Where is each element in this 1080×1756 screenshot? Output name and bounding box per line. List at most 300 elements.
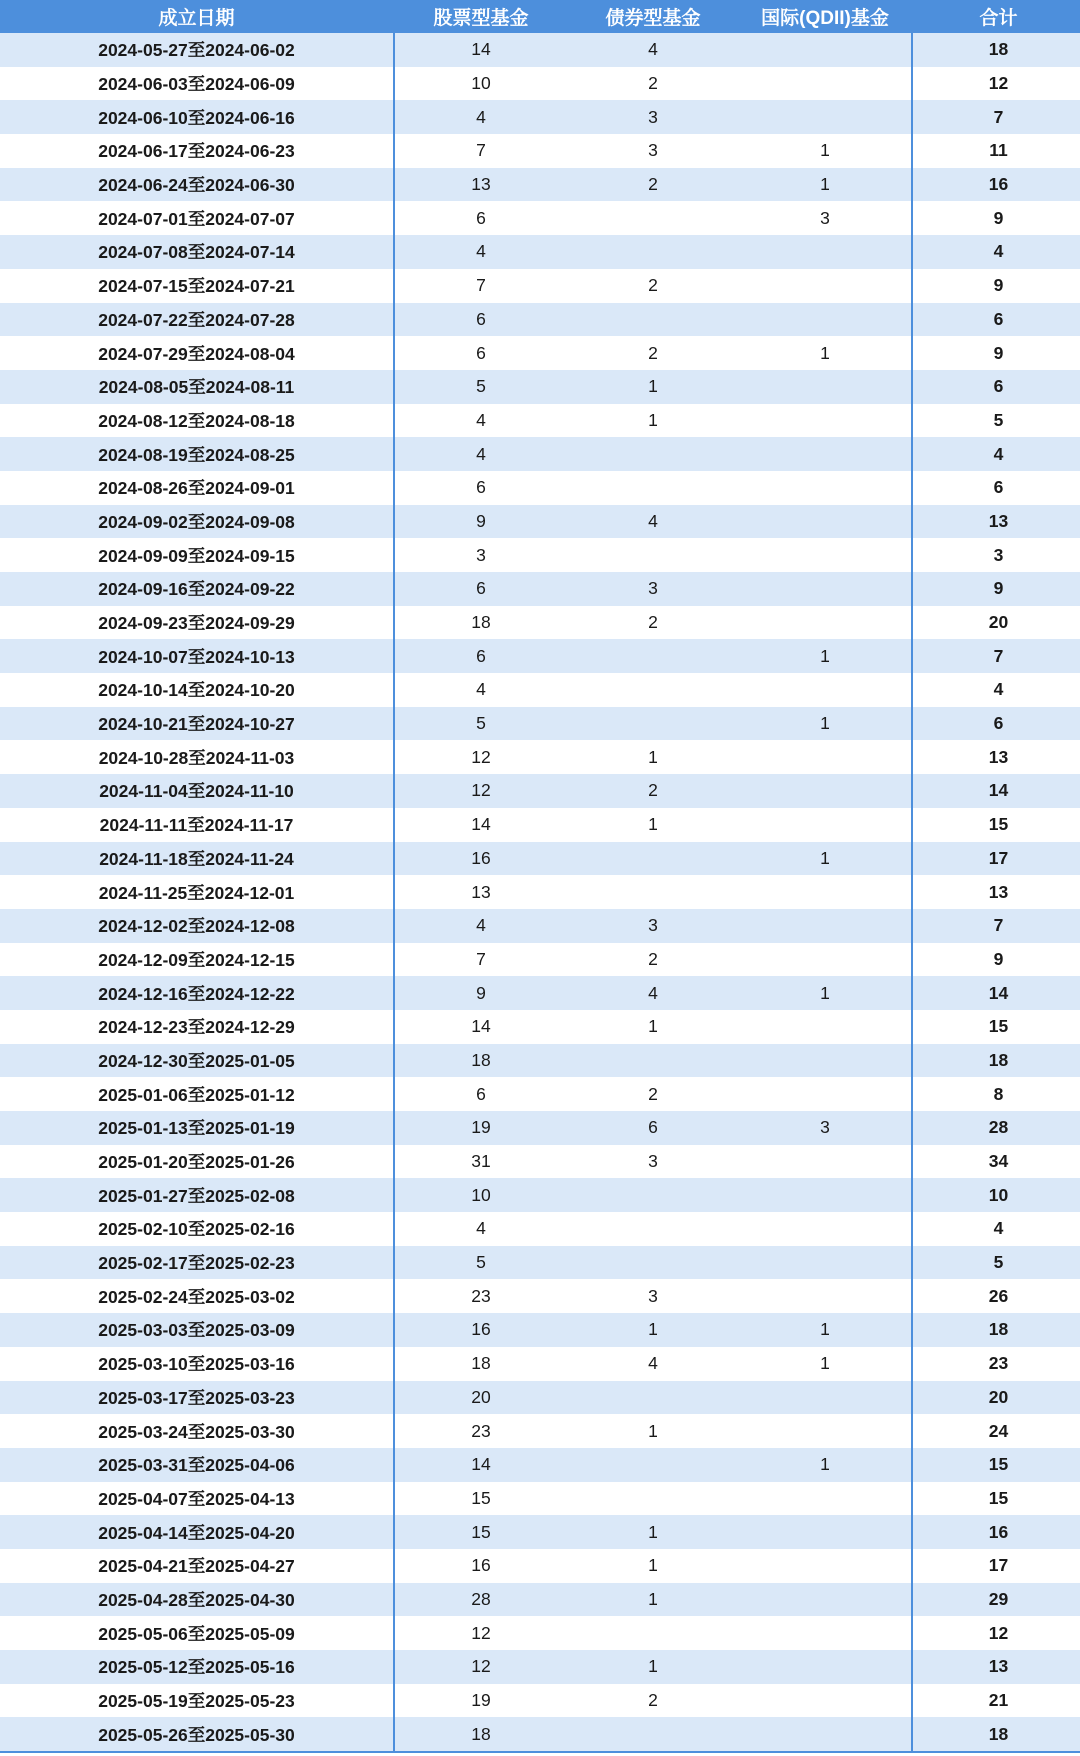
- table-header: [0, 0, 1080, 33]
- cell-total: 6: [912, 471, 1080, 505]
- cell-stock-fund: 4: [394, 909, 567, 943]
- table-row: [0, 1684, 1080, 1718]
- cell-total: 17: [912, 842, 1080, 876]
- table-row: [0, 1145, 1080, 1179]
- cell-bond-fund: 1: [567, 1549, 739, 1583]
- cell-stock-fund: 5: [394, 370, 567, 404]
- table-row: [0, 1347, 1080, 1381]
- table-row: [0, 1010, 1080, 1044]
- cell-date: 2025-04-28至2025-04-30: [0, 1583, 394, 1617]
- cell-total: 3: [912, 538, 1080, 572]
- cell-stock-fund: 14: [394, 1448, 567, 1482]
- table-row: [0, 808, 1080, 842]
- cell-bond-fund: 3: [567, 572, 739, 606]
- cell-total: 28: [912, 1111, 1080, 1145]
- table-row: [0, 707, 1080, 741]
- cell-total: 12: [912, 1616, 1080, 1650]
- cell-bond-fund: 3: [567, 134, 739, 168]
- cell-stock-fund: 4: [394, 1212, 567, 1246]
- cell-stock-fund: 9: [394, 976, 567, 1010]
- cell-bond-fund: 1: [567, 404, 739, 438]
- table-row: [0, 572, 1080, 606]
- cell-qdii-fund: [739, 1482, 912, 1516]
- cell-stock-fund: 14: [394, 1010, 567, 1044]
- cell-qdii-fund: [739, 1381, 912, 1415]
- cell-date: 2024-06-24至2024-06-30: [0, 168, 394, 202]
- cell-qdii-fund: [739, 235, 912, 269]
- cell-bond-fund: 2: [567, 606, 739, 640]
- table-row: [0, 1279, 1080, 1313]
- cell-total: 15: [912, 1482, 1080, 1516]
- cell-stock-fund: 23: [394, 1414, 567, 1448]
- cell-total: 5: [912, 1246, 1080, 1280]
- cell-stock-fund: 19: [394, 1684, 567, 1718]
- cell-total: 4: [912, 1212, 1080, 1246]
- cell-total: 7: [912, 100, 1080, 134]
- cell-stock-fund: 28: [394, 1583, 567, 1617]
- cell-total: 24: [912, 1414, 1080, 1448]
- cell-date: 2025-02-10至2025-02-16: [0, 1212, 394, 1246]
- cell-date: 2024-12-09至2024-12-15: [0, 943, 394, 977]
- table-row: [0, 1717, 1080, 1752]
- table-row: [0, 1414, 1080, 1448]
- cell-date: 2024-06-03至2024-06-09: [0, 67, 394, 101]
- cell-stock-fund: 31: [394, 1145, 567, 1179]
- cell-date: 2024-08-05至2024-08-11: [0, 370, 394, 404]
- cell-total: 8: [912, 1077, 1080, 1111]
- cell-stock-fund: 6: [394, 201, 567, 235]
- cell-qdii-fund: 1: [739, 707, 912, 741]
- cell-stock-fund: 7: [394, 134, 567, 168]
- cell-stock-fund: 16: [394, 1549, 567, 1583]
- table-row: [0, 943, 1080, 977]
- cell-bond-fund: [567, 235, 739, 269]
- cell-qdii-fund: [739, 505, 912, 539]
- cell-date: 2025-01-27至2025-02-08: [0, 1178, 394, 1212]
- cell-qdii-fund: 1: [739, 1448, 912, 1482]
- cell-date: 2025-02-17至2025-02-23: [0, 1246, 394, 1280]
- cell-bond-fund: 2: [567, 67, 739, 101]
- cell-date: 2024-10-21至2024-10-27: [0, 707, 394, 741]
- table-row: [0, 404, 1080, 438]
- cell-qdii-fund: [739, 1650, 912, 1684]
- cell-stock-fund: 15: [394, 1482, 567, 1516]
- cell-bond-fund: 1: [567, 1414, 739, 1448]
- cell-qdii-fund: [739, 808, 912, 842]
- cell-stock-fund: 12: [394, 1616, 567, 1650]
- cell-date: 2024-10-28至2024-11-03: [0, 740, 394, 774]
- cell-stock-fund: 12: [394, 740, 567, 774]
- cell-date: 2024-08-26至2024-09-01: [0, 471, 394, 505]
- cell-stock-fund: 5: [394, 707, 567, 741]
- cell-date: 2024-08-19至2024-08-25: [0, 437, 394, 471]
- cell-date: 2024-05-27至2024-06-02: [0, 33, 394, 67]
- cell-bond-fund: [567, 842, 739, 876]
- cell-qdii-fund: [739, 1549, 912, 1583]
- cell-total: 14: [912, 976, 1080, 1010]
- cell-qdii-fund: [739, 875, 912, 909]
- table-row: [0, 437, 1080, 471]
- cell-date: 2024-11-04至2024-11-10: [0, 774, 394, 808]
- table-row: [0, 1212, 1080, 1246]
- table-row: [0, 909, 1080, 943]
- cell-qdii-fund: [739, 1515, 912, 1549]
- cell-qdii-fund: [739, 1583, 912, 1617]
- cell-bond-fund: [567, 639, 739, 673]
- cell-total: 9: [912, 269, 1080, 303]
- table-row: [0, 1044, 1080, 1078]
- cell-total: 16: [912, 168, 1080, 202]
- cell-stock-fund: 4: [394, 235, 567, 269]
- cell-stock-fund: 4: [394, 673, 567, 707]
- table-row: [0, 505, 1080, 539]
- cell-date: 2024-06-17至2024-06-23: [0, 134, 394, 168]
- cell-stock-fund: 4: [394, 437, 567, 471]
- cell-bond-fund: 6: [567, 1111, 739, 1145]
- table-row: [0, 201, 1080, 235]
- table-row: [0, 1246, 1080, 1280]
- cell-bond-fund: [567, 538, 739, 572]
- cell-date: 2024-10-14至2024-10-20: [0, 673, 394, 707]
- cell-total: 20: [912, 606, 1080, 640]
- cell-total: 9: [912, 336, 1080, 370]
- cell-total: 4: [912, 235, 1080, 269]
- table-row: [0, 134, 1080, 168]
- cell-qdii-fund: [739, 1717, 912, 1752]
- cell-bond-fund: [567, 875, 739, 909]
- cell-bond-fund: 1: [567, 370, 739, 404]
- header-total: 合计: [912, 0, 1080, 33]
- cell-bond-fund: [567, 1212, 739, 1246]
- cell-stock-fund: 7: [394, 943, 567, 977]
- cell-bond-fund: [567, 201, 739, 235]
- cell-stock-fund: 18: [394, 1347, 567, 1381]
- cell-stock-fund: 18: [394, 1044, 567, 1078]
- table-row: [0, 370, 1080, 404]
- cell-qdii-fund: [739, 740, 912, 774]
- cell-bond-fund: [567, 1448, 739, 1482]
- cell-date: 2025-01-20至2025-01-26: [0, 1145, 394, 1179]
- cell-bond-fund: 2: [567, 774, 739, 808]
- cell-date: 2024-07-29至2024-08-04: [0, 336, 394, 370]
- cell-bond-fund: 4: [567, 1347, 739, 1381]
- cell-stock-fund: 7: [394, 269, 567, 303]
- cell-stock-fund: 14: [394, 33, 567, 67]
- cell-date: 2024-09-23至2024-09-29: [0, 606, 394, 640]
- table-row: [0, 1515, 1080, 1549]
- cell-bond-fund: 1: [567, 740, 739, 774]
- header-qdii-fund: 国际(QDII)基金: [739, 0, 912, 33]
- cell-qdii-fund: [739, 404, 912, 438]
- cell-total: 13: [912, 875, 1080, 909]
- cell-total: 18: [912, 1717, 1080, 1752]
- cell-qdii-fund: 3: [739, 201, 912, 235]
- cell-total: 9: [912, 943, 1080, 977]
- table-row: [0, 1448, 1080, 1482]
- cell-total: 26: [912, 1279, 1080, 1313]
- table-row: [0, 1616, 1080, 1650]
- cell-date: 2024-11-11至2024-11-17: [0, 808, 394, 842]
- cell-date: 2025-05-06至2025-05-09: [0, 1616, 394, 1650]
- cell-bond-fund: 4: [567, 505, 739, 539]
- cell-bond-fund: 1: [567, 1650, 739, 1684]
- cell-bond-fund: [567, 1717, 739, 1752]
- cell-qdii-fund: [739, 471, 912, 505]
- cell-bond-fund: [567, 1381, 739, 1415]
- cell-total: 6: [912, 370, 1080, 404]
- table-row: [0, 740, 1080, 774]
- cell-qdii-fund: [739, 1145, 912, 1179]
- table-row: [0, 269, 1080, 303]
- cell-total: 13: [912, 740, 1080, 774]
- cell-bond-fund: 2: [567, 943, 739, 977]
- cell-date: 2025-02-24至2025-03-02: [0, 1279, 394, 1313]
- cell-bond-fund: 4: [567, 33, 739, 67]
- cell-qdii-fund: 1: [739, 134, 912, 168]
- cell-stock-fund: 16: [394, 1313, 567, 1347]
- table-body: [0, 33, 1080, 1752]
- header-stock-fund: 股票型基金: [394, 0, 567, 33]
- cell-qdii-fund: [739, 1010, 912, 1044]
- cell-total: 20: [912, 1381, 1080, 1415]
- cell-qdii-fund: [739, 943, 912, 977]
- cell-qdii-fund: [739, 538, 912, 572]
- table-row: [0, 67, 1080, 101]
- cell-date: 2024-09-09至2024-09-15: [0, 538, 394, 572]
- cell-date: 2024-12-02至2024-12-08: [0, 909, 394, 943]
- cell-total: 7: [912, 639, 1080, 673]
- cell-qdii-fund: [739, 606, 912, 640]
- cell-stock-fund: 6: [394, 639, 567, 673]
- cell-qdii-fund: [739, 1616, 912, 1650]
- cell-bond-fund: 2: [567, 168, 739, 202]
- cell-bond-fund: 1: [567, 808, 739, 842]
- cell-qdii-fund: 3: [739, 1111, 912, 1145]
- cell-stock-fund: 15: [394, 1515, 567, 1549]
- cell-qdii-fund: [739, 269, 912, 303]
- cell-qdii-fund: [739, 1684, 912, 1718]
- table-row: [0, 673, 1080, 707]
- cell-date: 2024-07-15至2024-07-21: [0, 269, 394, 303]
- cell-bond-fund: [567, 1616, 739, 1650]
- cell-total: 9: [912, 572, 1080, 606]
- cell-bond-fund: 3: [567, 1279, 739, 1313]
- cell-qdii-fund: [739, 1212, 912, 1246]
- cell-total: 15: [912, 1448, 1080, 1482]
- cell-qdii-fund: 1: [739, 1313, 912, 1347]
- cell-date: 2024-11-25至2024-12-01: [0, 875, 394, 909]
- cell-date: 2024-12-23至2024-12-29: [0, 1010, 394, 1044]
- cell-total: 15: [912, 808, 1080, 842]
- cell-total: 10: [912, 1178, 1080, 1212]
- cell-total: 11: [912, 134, 1080, 168]
- cell-stock-fund: 3: [394, 538, 567, 572]
- cell-qdii-fund: [739, 33, 912, 67]
- cell-total: 5: [912, 404, 1080, 438]
- header-row: [0, 0, 1080, 33]
- cell-date: 2024-06-10至2024-06-16: [0, 100, 394, 134]
- cell-bond-fund: 3: [567, 100, 739, 134]
- table-row: [0, 1482, 1080, 1516]
- cell-stock-fund: 6: [394, 471, 567, 505]
- cell-bond-fund: [567, 1246, 739, 1280]
- cell-date: 2024-12-30至2025-01-05: [0, 1044, 394, 1078]
- cell-stock-fund: 4: [394, 100, 567, 134]
- cell-qdii-fund: [739, 909, 912, 943]
- table-row: [0, 639, 1080, 673]
- cell-stock-fund: 14: [394, 808, 567, 842]
- cell-qdii-fund: 1: [739, 639, 912, 673]
- cell-date: 2024-07-08至2024-07-14: [0, 235, 394, 269]
- cell-stock-fund: 12: [394, 1650, 567, 1684]
- cell-date: 2025-01-13至2025-01-19: [0, 1111, 394, 1145]
- cell-qdii-fund: [739, 67, 912, 101]
- table-row: [0, 33, 1080, 67]
- cell-stock-fund: 6: [394, 1077, 567, 1111]
- cell-qdii-fund: [739, 1044, 912, 1078]
- cell-date: 2024-07-01至2024-07-07: [0, 201, 394, 235]
- table-row: [0, 336, 1080, 370]
- table-row: [0, 606, 1080, 640]
- cell-total: 29: [912, 1583, 1080, 1617]
- cell-total: 13: [912, 1650, 1080, 1684]
- cell-qdii-fund: [739, 1178, 912, 1212]
- cell-date: 2025-03-24至2025-03-30: [0, 1414, 394, 1448]
- cell-total: 15: [912, 1010, 1080, 1044]
- header-date: 成立日期: [0, 0, 394, 33]
- cell-stock-fund: 20: [394, 1381, 567, 1415]
- cell-qdii-fund: 1: [739, 168, 912, 202]
- cell-bond-fund: 2: [567, 1684, 739, 1718]
- cell-bond-fund: [567, 1178, 739, 1212]
- cell-date: 2024-09-16至2024-09-22: [0, 572, 394, 606]
- cell-date: 2025-05-12至2025-05-16: [0, 1650, 394, 1684]
- cell-stock-fund: 13: [394, 168, 567, 202]
- cell-date: 2024-11-18至2024-11-24: [0, 842, 394, 876]
- cell-date: 2024-12-16至2024-12-22: [0, 976, 394, 1010]
- cell-bond-fund: [567, 437, 739, 471]
- cell-bond-fund: 2: [567, 269, 739, 303]
- cell-stock-fund: 16: [394, 842, 567, 876]
- cell-qdii-fund: [739, 1246, 912, 1280]
- cell-qdii-fund: [739, 673, 912, 707]
- table-row: [0, 1313, 1080, 1347]
- table-row: [0, 875, 1080, 909]
- cell-bond-fund: 2: [567, 336, 739, 370]
- cell-qdii-fund: [739, 774, 912, 808]
- cell-stock-fund: 6: [394, 303, 567, 337]
- cell-stock-fund: 19: [394, 1111, 567, 1145]
- cell-bond-fund: [567, 471, 739, 505]
- cell-qdii-fund: [739, 370, 912, 404]
- cell-qdii-fund: [739, 437, 912, 471]
- cell-qdii-fund: [739, 1077, 912, 1111]
- cell-total: 23: [912, 1347, 1080, 1381]
- cell-bond-fund: [567, 707, 739, 741]
- cell-qdii-fund: 1: [739, 842, 912, 876]
- cell-qdii-fund: [739, 100, 912, 134]
- cell-qdii-fund: [739, 572, 912, 606]
- cell-date: 2025-05-26至2025-05-30: [0, 1717, 394, 1752]
- cell-qdii-fund: [739, 1279, 912, 1313]
- cell-total: 6: [912, 707, 1080, 741]
- cell-date: 2024-10-07至2024-10-13: [0, 639, 394, 673]
- cell-date: 2025-04-07至2025-04-13: [0, 1482, 394, 1516]
- cell-date: 2025-03-31至2025-04-06: [0, 1448, 394, 1482]
- cell-bond-fund: 4: [567, 976, 739, 1010]
- cell-total: 4: [912, 437, 1080, 471]
- cell-total: 18: [912, 1313, 1080, 1347]
- cell-bond-fund: 2: [567, 1077, 739, 1111]
- cell-stock-fund: 9: [394, 505, 567, 539]
- cell-date: 2025-03-10至2025-03-16: [0, 1347, 394, 1381]
- cell-date: 2024-09-02至2024-09-08: [0, 505, 394, 539]
- cell-total: 7: [912, 909, 1080, 943]
- cell-bond-fund: [567, 673, 739, 707]
- cell-total: 18: [912, 1044, 1080, 1078]
- table-row: [0, 1549, 1080, 1583]
- table-row: [0, 842, 1080, 876]
- table-row: [0, 100, 1080, 134]
- cell-total: 13: [912, 505, 1080, 539]
- table-row: [0, 235, 1080, 269]
- cell-bond-fund: [567, 303, 739, 337]
- cell-total: 21: [912, 1684, 1080, 1718]
- cell-date: 2024-08-12至2024-08-18: [0, 404, 394, 438]
- cell-bond-fund: 3: [567, 1145, 739, 1179]
- cell-bond-fund: [567, 1044, 739, 1078]
- cell-total: 6: [912, 303, 1080, 337]
- table-row: [0, 976, 1080, 1010]
- cell-qdii-fund: 1: [739, 976, 912, 1010]
- cell-date: 2025-05-19至2025-05-23: [0, 1684, 394, 1718]
- cell-bond-fund: 1: [567, 1515, 739, 1549]
- cell-bond-fund: [567, 1482, 739, 1516]
- cell-total: 16: [912, 1515, 1080, 1549]
- table-row: [0, 1077, 1080, 1111]
- cell-stock-fund: 10: [394, 67, 567, 101]
- cell-date: 2025-01-06至2025-01-12: [0, 1077, 394, 1111]
- cell-qdii-fund: [739, 303, 912, 337]
- cell-bond-fund: 1: [567, 1010, 739, 1044]
- table-row: [0, 1381, 1080, 1415]
- cell-date: 2025-03-17至2025-03-23: [0, 1381, 394, 1415]
- cell-total: 14: [912, 774, 1080, 808]
- cell-stock-fund: 18: [394, 606, 567, 640]
- table-row: [0, 1650, 1080, 1684]
- cell-date: 2025-04-14至2025-04-20: [0, 1515, 394, 1549]
- cell-stock-fund: 4: [394, 404, 567, 438]
- cell-qdii-fund: 1: [739, 1347, 912, 1381]
- cell-total: 9: [912, 201, 1080, 235]
- cell-qdii-fund: 1: [739, 336, 912, 370]
- table-row: [0, 1583, 1080, 1617]
- cell-stock-fund: 23: [394, 1279, 567, 1313]
- cell-date: 2025-04-21至2025-04-27: [0, 1549, 394, 1583]
- table-row: [0, 168, 1080, 202]
- cell-stock-fund: 6: [394, 336, 567, 370]
- cell-stock-fund: 12: [394, 774, 567, 808]
- cell-stock-fund: 18: [394, 1717, 567, 1752]
- cell-total: 34: [912, 1145, 1080, 1179]
- table-row: [0, 538, 1080, 572]
- cell-date: 2025-03-03至2025-03-09: [0, 1313, 394, 1347]
- cell-stock-fund: 10: [394, 1178, 567, 1212]
- cell-bond-fund: 1: [567, 1313, 739, 1347]
- cell-qdii-fund: [739, 1414, 912, 1448]
- cell-stock-fund: 13: [394, 875, 567, 909]
- table-row: [0, 303, 1080, 337]
